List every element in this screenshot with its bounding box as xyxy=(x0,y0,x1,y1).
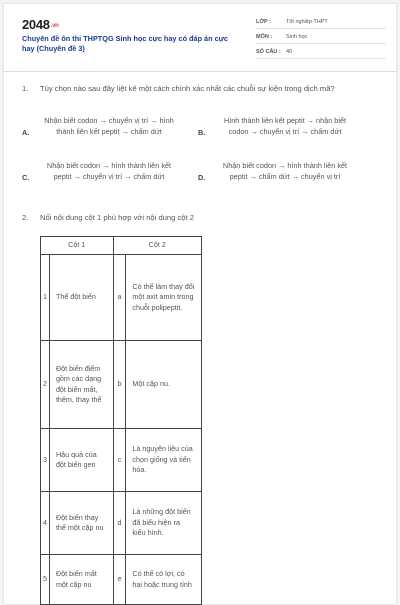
column-1-cell: Đột biến điểm gồm các dạng đột biến mất, thêm, thay thế xyxy=(49,341,113,429)
option-c[interactable] xyxy=(22,160,202,196)
table-row xyxy=(41,255,202,341)
option-b[interactable] xyxy=(198,115,378,151)
table-header-row xyxy=(41,237,202,255)
meta-key: SỐ CÂU : xyxy=(256,49,281,55)
column-2-cell: Có thể làm thay đổi một axit amin trong chuỗi polipeptit. xyxy=(126,255,202,341)
option-text: Hình thành liên kết peptit → nhận biết codon → chuyển vị trí → chấm dứt xyxy=(223,116,347,136)
meta-key: LỚP : xyxy=(256,19,271,25)
column-1-cell: Thể đột biến xyxy=(49,255,113,341)
site-logo[interactable] xyxy=(22,17,59,32)
row-letter: a xyxy=(113,255,126,341)
question-text: Tùy chọn nào sau đây liệt kê một cách chính xác nhất các chuỗi sự kiện trong dịch mã? xyxy=(40,84,335,93)
table-row xyxy=(41,341,202,429)
option-d[interactable] xyxy=(198,160,378,196)
document-header xyxy=(4,4,396,72)
matching-table xyxy=(40,236,202,605)
row-number: 5 xyxy=(41,555,50,605)
option-a[interactable] xyxy=(22,115,202,151)
row-letter: c xyxy=(113,429,126,492)
meta-row-subject xyxy=(256,31,386,44)
column-2-cell: Là những đột biến đã biểu hiện ra kiểu hình. xyxy=(126,492,202,555)
option-label: C. xyxy=(22,173,30,182)
row-letter: b xyxy=(113,341,126,429)
question-text: Nối nội dung cột 1 phù hợp với nội dung cột 2 xyxy=(40,213,194,222)
option-text: Nhận biết codon → chuyển vị trí → hình thành liên kết peptit → chấm dứt xyxy=(44,116,174,136)
row-number: 4 xyxy=(41,492,50,555)
row-number: 2 xyxy=(41,341,50,429)
question-2 xyxy=(4,213,396,225)
question-number: 1. xyxy=(22,84,29,93)
column-2-cell: Có thể có lợi, có hại hoặc trung tính xyxy=(126,555,202,605)
meta-value: 40 xyxy=(286,49,293,55)
meta-row-class xyxy=(256,16,386,29)
table-row xyxy=(41,555,202,605)
row-number: 1 xyxy=(41,255,50,341)
document-title: Chuyên đề ôn thi THPTQG Sinh học cực hay có đáp án cực hay (Chuyên đề 3) xyxy=(22,34,228,53)
column-1-header: Cột 1 xyxy=(41,237,114,255)
row-letter: e xyxy=(113,555,126,605)
table-row xyxy=(41,429,202,492)
column-1-cell: Đột biến mất một cặp nu xyxy=(49,555,113,605)
row-letter: d xyxy=(113,492,126,555)
column-2-cell: Một cặp nu. xyxy=(126,341,202,429)
option-label: A. xyxy=(22,128,30,137)
column-1-cell: Hậu quả của đột biến gen xyxy=(49,429,113,492)
row-number: 3 xyxy=(41,429,50,492)
table-row xyxy=(41,492,202,555)
column-2-cell: Là nguyên liệu của chọn giống và tiến hóa. xyxy=(126,429,202,492)
option-text: Nhận biết codon → hình thành liên kết peptit → chuyển vị trí → chấm dứt xyxy=(46,161,172,181)
column-1-cell: Đột biến thay thế một cặp nu xyxy=(49,492,113,555)
question-number: 2. xyxy=(22,213,29,222)
question-1 xyxy=(4,84,396,108)
option-text: Nhận biết codon → hình thành liên kết peptit → chấm dứt → chuyển vị trí xyxy=(222,161,348,181)
meta-row-question-count xyxy=(256,46,386,59)
option-label: B. xyxy=(198,128,206,137)
document-page xyxy=(4,4,396,604)
meta-key: MÔN : xyxy=(256,34,273,40)
logo-suffix: .vn xyxy=(50,22,59,29)
option-label: D. xyxy=(198,173,206,182)
column-2-header: Cột 2 xyxy=(113,237,202,255)
meta-value: Sinh học xyxy=(286,34,308,40)
logo-text: 2048 xyxy=(22,17,50,32)
meta-value: Tốt nghiệp THPT xyxy=(286,19,328,25)
